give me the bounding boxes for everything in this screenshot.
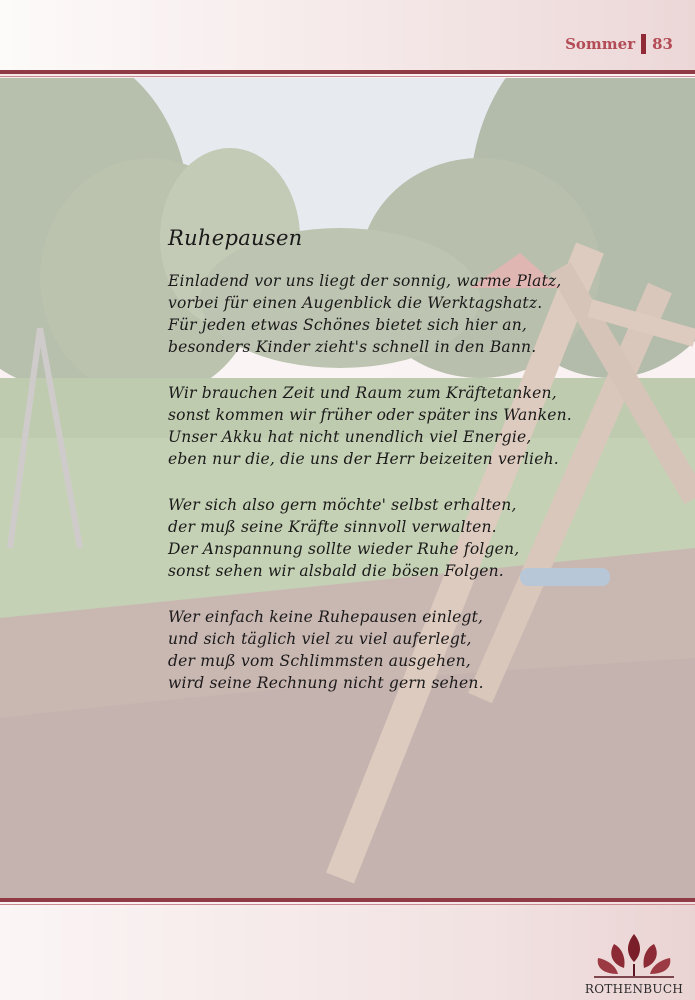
poem-line: Wer sich also gern möchte' selbst erhalten,: [168, 496, 517, 514]
stanza: [168, 606, 638, 694]
bottom-rule: [0, 898, 695, 902]
poem-title: Ruhepausen: [168, 226, 303, 250]
poem-line: Der Anspannung sollte wieder Ruhe folgen,: [168, 540, 520, 558]
poem-line: Wir brauchen Zeit und Raum zum Kräftetanken,: [168, 384, 557, 402]
leaf-emblem-icon: [584, 930, 684, 980]
poem-line: sonst kommen wir früher oder später ins Wanken.: [168, 406, 572, 424]
poem-line: sonst sehen wir alsbald die bösen Folgen.: [168, 562, 504, 580]
rothenbuch-logo: [584, 930, 684, 996]
poem-line: Wer einfach keine Ruhepausen einlegt,: [168, 608, 484, 626]
logo-text: ROTHENBUCH: [584, 982, 684, 996]
poem-line: der muß vom Schlimmsten ausgehen,: [168, 652, 471, 670]
poem-line: Unser Akku hat nicht unendlich viel Energie,: [168, 428, 532, 446]
poem-line: Einladend vor uns liegt der sonnig, warme Platz,: [168, 272, 562, 290]
poem-line: der muß seine Kräfte sinnvoll verwalten.: [168, 518, 497, 536]
running-head: [565, 34, 673, 54]
stanza: [168, 270, 638, 358]
page-number: 83: [652, 35, 673, 53]
section-title: Sommer: [565, 35, 636, 53]
poem-line: Für jeden etwas Schönes bietet sich hier an,: [168, 316, 528, 334]
poem-line: besonders Kinder zieht's schnell in den Bann.: [168, 338, 537, 356]
poem-line: vorbei für einen Augenblick die Werktagshatz.: [168, 294, 543, 312]
top-rule: [0, 70, 695, 74]
poem: [168, 226, 638, 718]
stanza: [168, 494, 638, 582]
poem-line: wird seine Rechnung nicht gern sehen.: [168, 674, 484, 692]
top-rule-thin: [0, 76, 695, 77]
poem-line: und sich täglich viel zu viel auferlegt,: [168, 630, 472, 648]
header-separator: [641, 34, 646, 54]
page-header: [0, 0, 695, 70]
poem-line: eben nur die, die uns der Herr beizeiten verlieh.: [168, 450, 559, 468]
stanza: [168, 382, 638, 470]
